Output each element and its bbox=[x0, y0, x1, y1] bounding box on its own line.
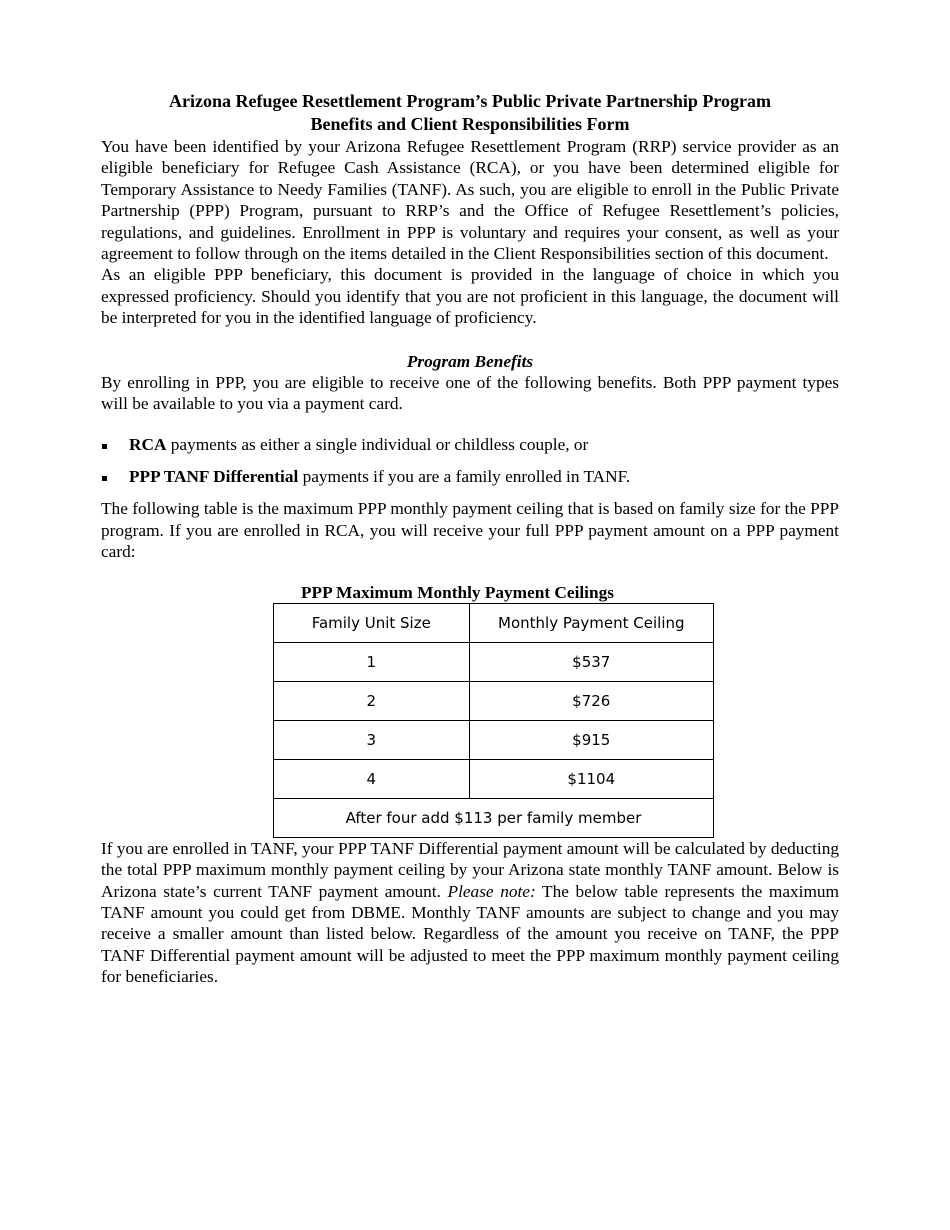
table-cell-family-size: 3 bbox=[274, 720, 470, 759]
title-line-2: Benefits and Client Responsibilities Form bbox=[310, 114, 630, 134]
table-cell-family-size: 2 bbox=[274, 681, 470, 720]
list-item-bold: PPP TANF Differential bbox=[129, 467, 299, 487]
table-cell-ceiling: $726 bbox=[469, 681, 713, 720]
list-item-bold: RCA bbox=[129, 435, 167, 455]
table-intro-paragraph: The following table is the maximum PPP monthly payment ceiling that is based on family size for the PPP program. If you are enrolled in RCA, you will receive your full PPP payment amount on a PPP payment card: bbox=[101, 499, 839, 562]
tanf-paragraph bbox=[101, 838, 839, 988]
table-footer-cell: After four add $113 per family member bbox=[274, 798, 714, 837]
table-row bbox=[274, 681, 714, 720]
please-note-label: Please note: bbox=[447, 881, 536, 901]
table-header-row bbox=[274, 603, 714, 642]
table-row bbox=[274, 720, 714, 759]
language-paragraph: As an eligible PPP beneficiary, this document is provided in the language of choice in which you expressed proficiency. Should you identify that you are not proficient in this language, the document will be interpreted for you in the identified language of proficiency. bbox=[101, 265, 839, 328]
square-bullet-icon bbox=[102, 476, 107, 481]
list-item bbox=[101, 466, 839, 487]
document-title bbox=[101, 90, 839, 136]
table-footer-row bbox=[274, 798, 714, 837]
table-cell-ceiling: $1104 bbox=[469, 759, 713, 798]
table-caption: PPP Maximum Monthly Payment Ceilings bbox=[301, 582, 614, 602]
square-bullet-icon bbox=[102, 444, 107, 449]
table-cell-family-size: 1 bbox=[274, 642, 470, 681]
section-heading-program-benefits: Program Benefits bbox=[406, 351, 534, 371]
payment-ceilings-table bbox=[273, 603, 714, 838]
table-cell-ceiling: $915 bbox=[469, 720, 713, 759]
table-row bbox=[274, 759, 714, 798]
table-cell-family-size: 4 bbox=[274, 759, 470, 798]
title-line-1: Arizona Refugee Resettlement Program’s Public Private Partnership Program bbox=[169, 91, 771, 111]
table-header-cell: Monthly Payment Ceiling bbox=[469, 603, 713, 642]
table-row bbox=[274, 642, 714, 681]
benefits-list bbox=[101, 434, 839, 487]
tanf-paragraph-part1: If you are enrolled in TANF, your PPP TANF Differential payment amount will be calculated by deducting the total PPP maximum monthly payment ceiling by your Arizona state monthly TANF amount. Below is Arizona state’s current TANF payment amount. bbox=[101, 838, 839, 901]
table-cell-ceiling: $537 bbox=[469, 642, 713, 681]
table-header-cell: Family Unit Size bbox=[274, 603, 470, 642]
document-page bbox=[101, 90, 839, 988]
benefits-intro-paragraph: By enrolling in PPP, you are eligible to receive one of the following benefits. Both PPP payment types will be available to you via a payment card. bbox=[101, 372, 839, 414]
list-item-text: payments as either a single individual or childless couple, or bbox=[166, 435, 589, 455]
tanf-paragraph-part2: The below table represents the maximum TANF amount you could get from DBME. Monthly TANF amounts are subject to change and you may receive a smaller amount than listed below. Regardless of the amount you receive on TANF, the PPP TANF Differential payment amount will be adjusted to meet the PPP maximum monthly payment ceiling for beneficiaries. bbox=[101, 881, 839, 987]
list-item-text: payments if you are a family enrolled in TANF. bbox=[298, 467, 631, 487]
intro-paragraph: You have been identified by your Arizona Refugee Resettlement Program (RRP) service provider as an eligible beneficiary for Refugee Cash Assistance (RCA), or you have been determined eligible for Temporary Assistance to Needy Families (TANF). As such, you are eligible to enroll in the Public Private Partnership (PPP) Program, pursuant to RRP’s and the Office of Refugee Resettlement’s policies, regulations, and guidelines. Enrollment in PPP is voluntary and requires your consent, as well as your agreement to follow through on the items detailed in the Client Responsibilities section of this document. bbox=[101, 137, 839, 264]
list-item bbox=[101, 434, 839, 455]
